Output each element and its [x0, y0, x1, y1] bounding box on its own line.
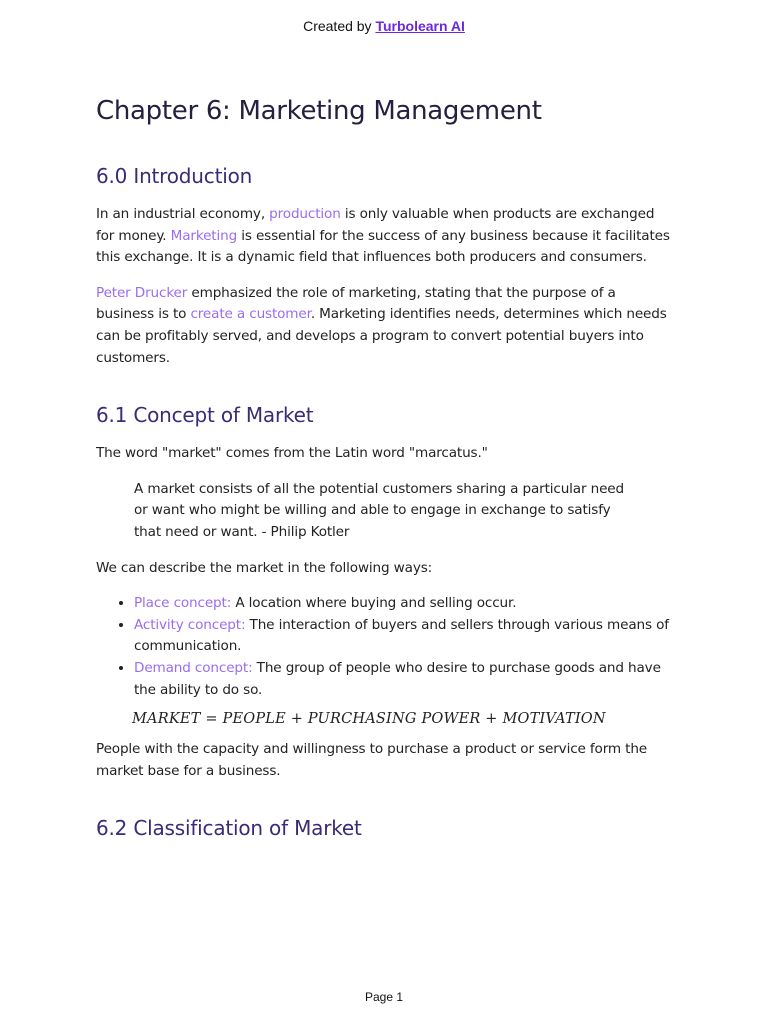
- section-heading-classification: 6.2 Classification of Market: [96, 816, 362, 841]
- concept-paragraph-2: We can describe the market in the following ways:: [96, 559, 433, 576]
- document-body: [96, 96, 676, 840]
- market-concepts-list: [96, 593, 676, 701]
- list-item-term: Activity concept:: [134, 616, 246, 633]
- intro-paragraph-1: In an industrial economy, production is only valuable when products are exchanged for money. Marketing is essential for the success of any business because it facilitates this exchange. It is a dynamic field that influences both producers and consumers.: [96, 206, 670, 266]
- list-item: • Demand concept: The group of people who desire to purchase goods and have the ability to do so.: [134, 658, 676, 701]
- list-item-term: Place concept:: [134, 595, 232, 612]
- list-item: • Activity concept: The interaction of buyers and sellers through various means of communication.: [134, 615, 676, 658]
- section-heading-introduction: 6.0 Introduction: [96, 164, 253, 188]
- kotler-quote: A market consists of all the potential customers sharing a particular need or want who might be willing and able to engage in exchange to satisfy that need or want. - Philip Kotler: [134, 480, 624, 540]
- page-header: [0, 18, 768, 34]
- header-prefix: Created by: [303, 18, 376, 34]
- market-formula: MARKET = PEOPLE + PURCHASING POWER + MOTIVATION: [132, 711, 606, 728]
- section-heading-concept: 6.1 Concept of Market: [96, 403, 314, 428]
- chapter-title: Chapter 6: Marketing Management: [96, 96, 542, 126]
- concept-paragraph-3: People with the capacity and willingness to purchase a product or service form the market base for a business.: [96, 741, 648, 779]
- highlight-production: production: [269, 206, 341, 222]
- highlight-peter-drucker: Peter Drucker: [96, 284, 188, 301]
- intro-paragraph-2: Peter Drucker emphasized the role of marketing, stating that the purpose of a business is to create a customer. Marketing identifies needs, determines which needs can be profitably served, and develops a program to convert potential buyers into customers.: [96, 284, 667, 366]
- list-item: • Place concept: A location where buying and selling occur.: [134, 593, 676, 615]
- page-number: Page 1: [364, 990, 404, 1004]
- highlight-marketing: Marketing: [170, 227, 238, 244]
- list-item-term: Demand concept:: [134, 659, 253, 676]
- turbolearn-link[interactable]: Turbolearn AI: [375, 18, 465, 34]
- highlight-create-customer: create a customer: [190, 306, 311, 323]
- concept-paragraph-1: The word "market" comes from the Latin word "marcatus.": [96, 445, 488, 462]
